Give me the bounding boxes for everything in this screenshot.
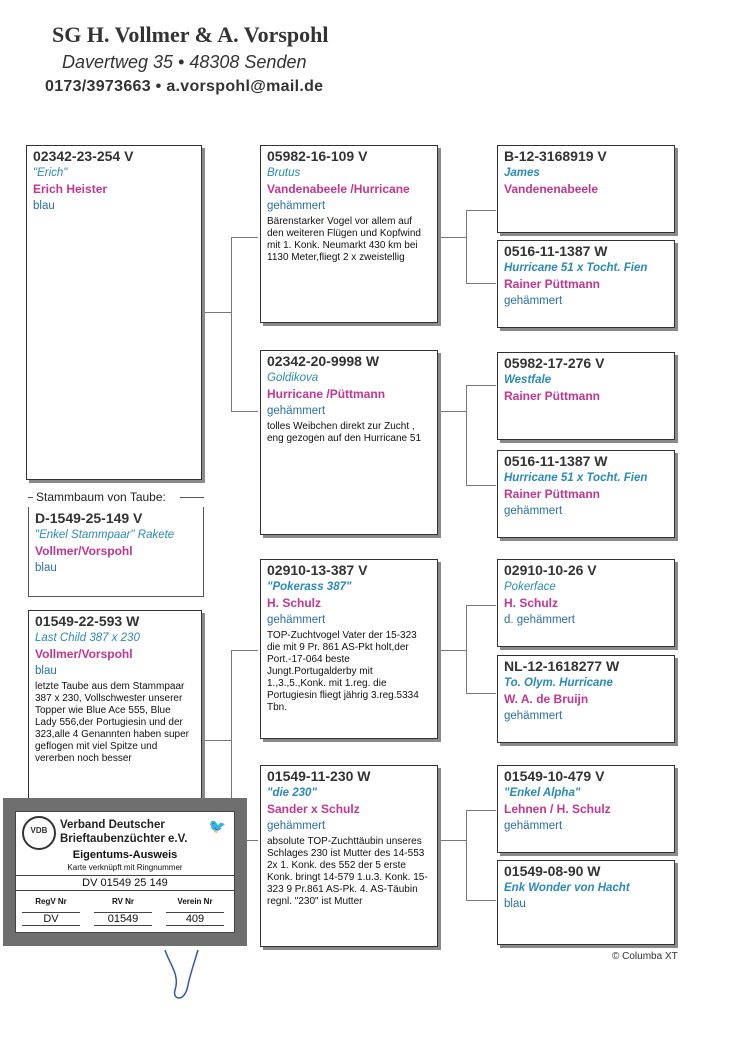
- breeder-address: Davertweg 35 • 48308 Senden: [62, 52, 307, 72]
- great-grandparent-box: [497, 240, 675, 328]
- ring-number: 01549-10-479 V: [504, 768, 605, 784]
- connector-line: [466, 210, 496, 211]
- connector-line: [231, 237, 258, 238]
- breeder: Vollmer/Vorspohl: [35, 647, 133, 661]
- card-subtitle: Eigentums-Ausweis: [72, 849, 178, 861]
- connector-line: [231, 237, 232, 412]
- color: blau: [504, 898, 526, 910]
- pigeon-name: "Enkel Alpha": [504, 787, 581, 799]
- connector-line: [202, 740, 232, 741]
- card-title: Verband Deutscher Brieftaubenzüchter e.V.: [60, 819, 188, 845]
- sire-dam-box: [260, 350, 438, 535]
- connector-line: [466, 210, 467, 283]
- card-col-regv: RegV Nr: [35, 897, 67, 906]
- connector-line: [231, 411, 258, 412]
- connector-line: [200, 312, 232, 313]
- breeder: H. Schulz: [504, 596, 559, 610]
- color: gehämmert: [267, 200, 326, 212]
- breeder-contact: 0173/3973663 • a.vorspohl@mail.de: [45, 78, 324, 95]
- breeder: H. Schulz: [267, 596, 322, 610]
- color: blau: [33, 200, 55, 212]
- breeder: Lehnen / H. Schulz: [504, 802, 611, 816]
- connector-line: [466, 810, 496, 811]
- connector-line: [466, 485, 496, 486]
- sire-sire-box: [260, 145, 438, 323]
- color: blau: [35, 665, 57, 677]
- great-grandparent-box: [497, 352, 675, 440]
- ring-number: 01549-08-90 W: [504, 863, 601, 879]
- connector-line: [437, 840, 467, 841]
- connector-line: [466, 605, 467, 693]
- breeder: Hurricane /Püttmann: [267, 387, 386, 401]
- connector-line: [466, 605, 496, 606]
- color: gehämmert: [267, 405, 326, 417]
- pigeon-name: Hurricane 51 x Tocht. Fien: [504, 262, 648, 274]
- pigeon-name: Hurricane 51 x Tocht. Fien: [504, 472, 648, 484]
- pigeon-name: Westfale: [504, 374, 552, 386]
- connector-line: [437, 411, 467, 412]
- card-val-regv: DV: [22, 912, 80, 926]
- pigeon-name: "Erich": [33, 167, 68, 179]
- breeder-name: SG H. Vollmer & A. Vorspohl: [52, 22, 329, 47]
- card-val-verein: 409: [166, 912, 224, 926]
- card-subtitle-2: Karte verknüpft mit Ringnummer: [67, 863, 183, 872]
- connector-line: [466, 385, 496, 386]
- great-grandparent-box: [497, 559, 675, 647]
- color: gehämmert: [504, 820, 563, 832]
- connector-line: [466, 283, 496, 284]
- description: tolles Weibchen direkt zur Zucht , eng gezogen auf den Hurricane 51: [267, 421, 422, 444]
- breeder: Vandenenabeele: [504, 182, 599, 196]
- pigeon-name: To. Olym. Hurricane: [504, 677, 613, 689]
- breeder: W. A. de Bruijn: [504, 692, 589, 706]
- ring-number: 02342-20-9998 W: [267, 353, 380, 369]
- color: gehämmert: [504, 710, 563, 722]
- color: gehämmert: [267, 614, 326, 626]
- sire-box: [26, 145, 202, 480]
- ring-number: 05982-17-276 V: [504, 355, 605, 371]
- card-col-verein: Verein Nr: [177, 897, 213, 906]
- pigeon-name: Goldikova: [267, 372, 319, 384]
- connector-line: [466, 810, 467, 900]
- subject-breeder: Vollmer/Vorspohl: [35, 544, 133, 558]
- breeder: Erich Heister: [33, 182, 108, 196]
- subject-ring-number: D-1549-25-149 V: [35, 510, 143, 526]
- subject-box: [28, 507, 204, 597]
- dam-dam-box: [260, 765, 438, 947]
- dam-box: [28, 610, 202, 800]
- pigeon-name: James: [504, 167, 540, 179]
- breeder: Rainer Püttmann: [504, 277, 601, 291]
- great-grandparent-box: [497, 655, 675, 743]
- connector-line: [231, 650, 258, 651]
- card-col-rv: RV Nr: [111, 897, 135, 906]
- pigeon-name: Brutus: [267, 167, 301, 179]
- breeder: Rainer Püttmann: [504, 487, 601, 501]
- pigeon-name: "Pokerass 387": [267, 581, 352, 593]
- ring-number: 01549-11-230 W: [267, 768, 371, 784]
- pigeon-name: Enk Wonder von Hacht: [504, 882, 630, 894]
- subject-color: blau: [35, 562, 57, 574]
- pedigree-frame-line: [180, 497, 204, 498]
- breeder: Rainer Püttmann: [504, 389, 601, 403]
- subject-name: "Enkel Stammpaar" Rakete: [35, 529, 175, 541]
- ownership-card: [3, 798, 247, 946]
- great-grandparent-box: [497, 450, 675, 538]
- pigeon-name: Pokerface: [504, 581, 556, 593]
- ring-number: 05982-16-109 V: [267, 148, 368, 164]
- dam-sire-box: [260, 559, 438, 739]
- ring-number: 0516-11-1387 W: [504, 453, 608, 469]
- ring-number: B-12-3168919 V: [504, 148, 607, 164]
- color: gehämmert: [504, 505, 563, 517]
- great-grandparent-box: [497, 145, 675, 233]
- color: gehämmert: [504, 295, 563, 307]
- connector-line: [466, 385, 467, 485]
- great-grandparent-box: [497, 765, 675, 853]
- footer-copyright: © Columba XT: [612, 951, 678, 962]
- ring-number: 02342-23-254 V: [33, 148, 134, 164]
- ring-number: 0516-11-1387 W: [504, 243, 608, 259]
- ring-number: 01549-22-593 W: [35, 613, 140, 629]
- ring-number: 02910-13-387 V: [267, 562, 368, 578]
- pigeon-name: "die 230": [267, 787, 317, 799]
- connector-line: [437, 237, 467, 238]
- ring-number: NL-12-1618277 W: [504, 658, 620, 674]
- pedigree-label: Stammbaum von Taube:: [33, 490, 169, 504]
- card-ring-number: DV 01549 25 149: [16, 875, 234, 891]
- description: Bärenstarker Vogel vor allem auf den weiteren Flügen und Kopfwind mit 1. Konk. Neumarkt 430 km bei 1130 Meter,fliegt 2 x zweistellig: [267, 216, 421, 263]
- association-logo-icon: VDB: [22, 816, 56, 850]
- connector-line: [437, 650, 467, 651]
- description: letzte Taube aus dem Stammpaar 387 x 230, Vollschwester unserer Topper wie Blue Ace 555, Blue Lady 556,der Portugiesin und der 323,alle 4 Genannten haben super geflogen mit viel Spitze und vererben noch besser: [35, 681, 190, 764]
- breeder: Sander x Schulz: [267, 802, 360, 816]
- color: d. gehämmert: [504, 614, 575, 626]
- breeder: Vandenabeele /Hurricane: [267, 182, 410, 196]
- color: gehämmert: [267, 820, 326, 832]
- description: TOP-Zuchtvogel Vater der 15-323 die mit 9 Pr. 861 AS-Pkt holt,der Port.-17-064 beste Jungt.Portugalderby mit 1.,3.,5.,Konk. mit 1.reg. die Portugiesin fliegt jährig 3.reg.5334 Tbn.: [267, 630, 419, 713]
- great-grandparent-box: [497, 860, 675, 945]
- bird-icon: 🐦: [208, 818, 226, 834]
- connector-line: [466, 693, 496, 694]
- description: absolute TOP-Zuchttäubin unseres Schlages 230 ist Mutter des 14-553 2x 1. Konk. des 552 der 5 erste Konk. bringt 14-579 1.u.3. Konk. 15- 323 9 Pr.861 AS-Pk. 4. AS-Täubin regnl. "230" ist Mutter: [267, 836, 428, 907]
- pigeon-name: Last Child 387 x 230: [35, 632, 140, 644]
- signature: [160, 945, 200, 1005]
- card-val-rv: 01549: [94, 912, 152, 926]
- ring-number: 02910-10-26 V: [504, 562, 597, 578]
- connector-line: [466, 900, 496, 901]
